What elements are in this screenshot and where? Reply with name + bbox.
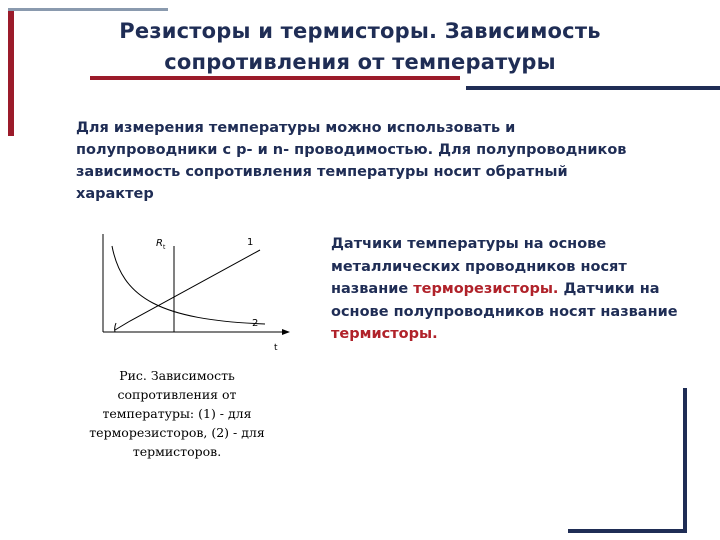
left-red-bar — [8, 8, 14, 136]
title-line-2: сопротивления от температуры — [164, 50, 556, 74]
x-axis-arrow-icon — [282, 329, 290, 335]
intro-paragraph: Для измерения температуры можно использовать и полупроводники с p- и n- проводимостью. Для полупроводников зависимость сопротивления температуры носит обратный характер — [76, 120, 627, 202]
sensor-text-part-2: Датчики на основе полупроводников носят название — [331, 281, 678, 320]
curve-2-tail — [115, 323, 116, 332]
title-blue-underline — [466, 86, 720, 90]
bottom-right-vertical-bar — [683, 388, 687, 533]
curve-1-label: 1 — [247, 237, 254, 248]
bottom-right-horizontal-bar — [568, 529, 687, 533]
sensor-text-part-1: Датчики температуры на основе металлических проводников носят название — [331, 236, 627, 297]
slide-title — [60, 16, 660, 78]
sensor-description — [331, 233, 691, 346]
y-axis-label: R — [156, 238, 163, 249]
curve-1-line — [115, 250, 260, 330]
title-line-1: Резисторы и термисторы. Зависимость — [119, 19, 601, 43]
figure-caption: Рис. Зависимость сопротивления от температуры: (1) - для терморезисторов, (2) - для термисторов. — [89, 368, 265, 459]
top-gray-bar — [8, 8, 168, 11]
thermistor-term: термисторы. — [331, 326, 438, 342]
y-axis-subscript: t — [163, 244, 166, 251]
resistance-temperature-graph — [100, 228, 290, 360]
thermoresistor-term: терморезисторы. — [413, 281, 559, 297]
curve-2-label: 2 — [252, 318, 259, 329]
curve-2-line — [112, 246, 265, 324]
x-axis-label: t — [274, 343, 278, 353]
